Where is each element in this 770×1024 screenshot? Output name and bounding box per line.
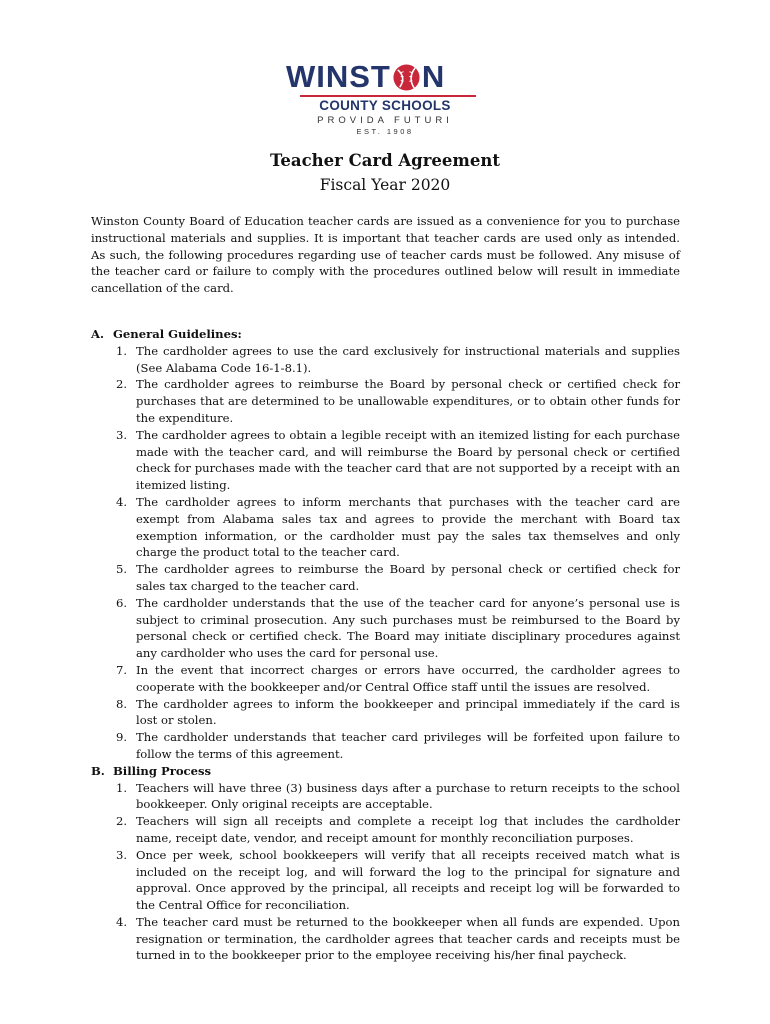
guidelines-list xyxy=(91,343,680,763)
item-number: 3. xyxy=(115,427,127,442)
document-title: Teacher Card Agreement xyxy=(270,151,500,170)
list-item xyxy=(91,847,680,914)
logo-divider xyxy=(300,95,476,97)
item-number: 9. xyxy=(115,730,127,745)
item-text: The cardholder agrees to use the card exclusively for instructional materials and supplies (See Alabama Code 16-1-8.1). xyxy=(136,343,680,375)
section-billing-process xyxy=(91,763,680,965)
item-number: 8. xyxy=(115,696,127,711)
item-text: In the event that incorrect charges or errors have occurred, the cardholder agrees to cooperate with the bookkeeper and/or Central Office staff until the issues are resolved. xyxy=(136,662,680,694)
item-number: 4. xyxy=(115,494,127,509)
list-item xyxy=(91,813,680,847)
item-number: 2. xyxy=(115,377,127,392)
item-text: The cardholder understands that the use of the teacher card for anyone’s personal use is subject to criminal prosecution. Any such purchases must be reimbursed to the Board by personal check or certified check. The Board may initiate disciplinary procedures against any cardholder who uses the card for personal use. xyxy=(136,595,680,661)
sections-container xyxy=(91,326,680,964)
item-text: The teacher card must be returned to the bookkeeper when all funds are expended. Upon resignation or termination, the cardholder agrees that teacher cards and receipts must be turned in to the bookkeeper prior to the employee receiving his/her final paycheck. xyxy=(136,914,680,963)
item-text: The cardholder agrees to obtain a legible receipt with an itemized listing for each purchase made with the teacher card, and will reimburse the Board by personal check or certified check for purchases made with the teacher card that are not supported by a receipt with an itemized listing. xyxy=(136,427,680,493)
item-text: The cardholder agrees to reimburse the Board by personal check or certified check for purchases that are determined to be unallowable expenditures, or to obtain other funds for the expenditure. xyxy=(136,377,680,425)
item-number: 1. xyxy=(115,780,127,795)
item-number: 4. xyxy=(115,914,127,929)
section-title: General Guidelines: xyxy=(113,327,242,341)
logo-established: EST. 1908 xyxy=(356,127,414,136)
section-heading xyxy=(91,763,680,780)
item-number: 5. xyxy=(115,562,127,577)
item-number: 2. xyxy=(115,814,127,829)
logo-subtitle: COUNTY SCHOOLS xyxy=(319,98,451,113)
section-title: Billing Process xyxy=(113,763,212,778)
logo-word-right: N xyxy=(421,59,446,94)
list-item xyxy=(91,561,680,595)
list-item xyxy=(91,494,680,561)
school-logo xyxy=(270,55,500,135)
list-item xyxy=(91,729,680,763)
list-item xyxy=(91,696,680,730)
item-text: The cardholder understands that teacher card privileges will be forfeited upon failure to follow the terms of this agreement. xyxy=(136,730,680,761)
section-heading xyxy=(91,326,680,343)
intro-paragraph: Winston County Board of Education teacher cards are issued as a convenience for you to purchase instructional materials and supplies. It is important that teacher cards are used only as intended. As such, the following procedures regarding use of teacher cards must be followed. Any misuse of the teacher card or failure to comply with the procedures outlined below will result in immediate cancellation of the card. xyxy=(91,214,680,296)
list-item xyxy=(91,595,680,662)
item-number: 1. xyxy=(115,343,127,358)
logo-word-left: WINST xyxy=(286,59,391,94)
item-number: 7. xyxy=(115,662,127,677)
item-number: 3. xyxy=(115,847,127,862)
list-item xyxy=(91,343,680,377)
logo-wordmark xyxy=(270,55,500,93)
item-text: The cardholder agrees to inform merchants that purchases with the teacher card are exempt from Alabama sales tax and agrees to provide the merchant with Board tax exemption information, or the cardholder must pay the sales tax themselves and only charge the product total to the teacher card. xyxy=(136,494,680,560)
item-text: The cardholder agrees to reimburse the Board by personal check or certified check for sales tax charged to the teacher card. xyxy=(136,562,680,593)
list-item xyxy=(91,780,680,814)
item-number: 6. xyxy=(115,595,127,610)
item-text: Teachers will sign all receipts and complete a receipt log that includes the cardholder name, receipt date, vendor, and receipt amount for monthly reconciliation purposes. xyxy=(136,814,680,845)
billing-list xyxy=(91,780,680,965)
list-item xyxy=(91,376,680,426)
item-text: Once per week, school bookkeepers will verify that all receipts received match what is included on the receipt log, and will forward the log to the principal for signature and approval. Once approved by the principal, all receipts and receipt log will be forwarded to the Central Office for reconciliation. xyxy=(136,847,680,913)
section-letter: B. xyxy=(91,763,105,778)
logo-motto: PROVIDA FUTURI xyxy=(317,115,453,126)
section-letter: A. xyxy=(91,327,105,341)
baseball-icon xyxy=(392,63,421,92)
list-item xyxy=(91,914,680,964)
document-subtitle: Fiscal Year 2020 xyxy=(319,176,451,194)
item-text: Teachers will have three (3) business days after a purchase to return receipts to the school bookkeeper. Only original receipts are acceptable. xyxy=(136,780,680,812)
section-general-guidelines xyxy=(91,326,680,763)
list-item xyxy=(91,427,680,494)
item-text: The cardholder agrees to inform the bookkeeper and principal immediately if the card is lost or stolen. xyxy=(136,696,680,728)
list-item xyxy=(91,662,680,696)
